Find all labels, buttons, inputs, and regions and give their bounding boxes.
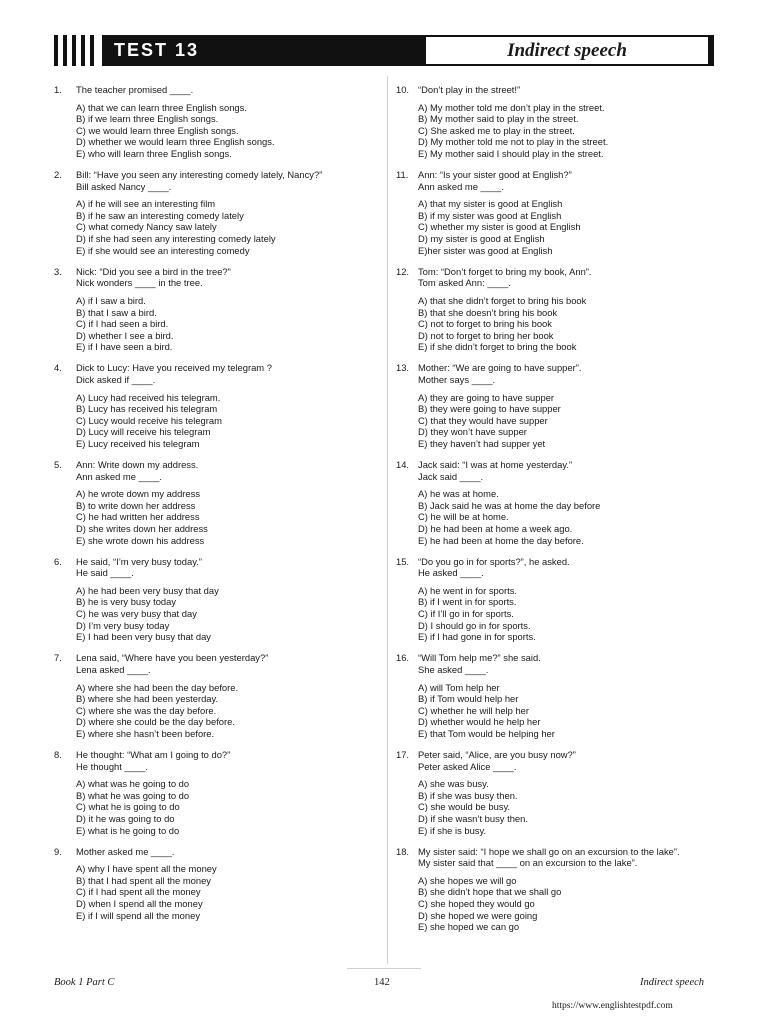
answer-option[interactable]: E) Lucy received his telegram [76, 437, 200, 449]
question-number: 13. [396, 362, 410, 374]
answer-option[interactable]: E) she hoped we can go [418, 921, 520, 933]
answer-option[interactable]: C) he will be at home. [418, 511, 509, 523]
right-question-column [396, 84, 718, 942]
answer-option[interactable]: E) he had been at home the day before. [418, 534, 584, 546]
answer-option[interactable]: C) She asked me to play in the street. [418, 124, 575, 136]
question-body [76, 749, 376, 836]
answer-options [418, 875, 718, 933]
question-number: 3. [54, 265, 62, 277]
answer-option[interactable]: B) where she had been yesterday. [76, 693, 219, 705]
question-item [54, 362, 376, 449]
answer-option[interactable]: B) that I had spent all the money [76, 874, 211, 886]
question-body [76, 362, 376, 449]
question-item [54, 84, 376, 160]
answer-options [76, 295, 376, 353]
answer-option[interactable]: E)her sister was good at English [418, 244, 553, 256]
answer-option[interactable]: D) she writes down her address [76, 523, 208, 534]
question-prompt-line: Peter asked Alice ____. [418, 760, 517, 772]
question-body [418, 749, 718, 836]
answer-option[interactable]: B) if he saw an interesting comedy lately [76, 209, 244, 221]
question-body [76, 556, 376, 643]
footer-book-label: Book 1 Part C [54, 977, 115, 988]
question-number: 15. [396, 555, 410, 567]
answer-option[interactable]: C) where she was the day before. [76, 704, 217, 716]
answer-options [76, 198, 376, 256]
question-body [76, 459, 376, 546]
question-number: 6. [54, 555, 62, 567]
footer-divider [347, 968, 421, 969]
question-prompt-line: Mother: “We are going to have supper”. [418, 362, 582, 374]
page-number: 142 [374, 977, 390, 988]
answer-option[interactable]: B) Jack said he was at home the day before [418, 499, 601, 511]
question-body [76, 652, 376, 739]
answer-option[interactable]: D) whether would he help her [418, 716, 541, 728]
answer-option[interactable]: B) if Tom would help her [418, 693, 519, 705]
answer-option[interactable]: C) what he is going to do [76, 801, 180, 813]
answer-options [418, 778, 718, 836]
answer-option[interactable]: A) he wrote down my address [76, 488, 201, 500]
answer-option[interactable]: A) why I have spent all the money [76, 863, 217, 875]
answer-option[interactable]: B) they were going to have supper [418, 403, 561, 415]
answer-options [418, 682, 718, 740]
answer-option[interactable]: D) if she had seen any interesting comedy lately [76, 233, 276, 245]
answer-option[interactable]: B) what he was going to do [76, 789, 190, 801]
question-item [396, 459, 718, 546]
question-prompt-line: He said ____. [76, 567, 134, 579]
answer-options [418, 585, 718, 643]
answer-option[interactable]: B) if we learn three English songs. [76, 113, 219, 125]
question-prompt-line: Jack said ____. [418, 470, 484, 482]
answer-option[interactable]: E) who will learn three English songs. [76, 147, 232, 159]
question-prompt-line: He asked ____. [418, 567, 484, 579]
answer-option[interactable]: E) if she didn’t forget to bring the book [418, 341, 577, 353]
question-prompt-line: Mother asked me ____. [76, 845, 175, 857]
answer-option[interactable]: B) she didn’t hope that we shall go [418, 886, 562, 898]
answer-option[interactable]: A) he was at home. [418, 488, 499, 500]
question-prompt-line: Bill asked Nancy ____. [76, 180, 172, 192]
question-body [418, 362, 718, 449]
answer-options [418, 198, 718, 256]
question-prompt-line: Dick asked if ____. [76, 373, 156, 385]
answer-options [418, 488, 718, 546]
question-body [418, 846, 718, 933]
subject-title: Indirect speech [426, 35, 714, 66]
footer-topic-label: Indirect speech [640, 977, 705, 988]
question-number: 11. [396, 169, 409, 181]
answer-options [418, 295, 718, 353]
question-number: 4. [54, 362, 62, 374]
question-prompt-line: He thought ____. [76, 760, 148, 772]
answer-option[interactable]: A) they are going to have supper [418, 391, 555, 403]
question-number: 2. [54, 169, 62, 181]
answer-option[interactable]: C) if I had seen a bird. [76, 318, 169, 330]
answer-options [76, 682, 376, 740]
answer-option[interactable]: E) that Tom would be helping her [418, 727, 555, 739]
question-number: 7. [54, 652, 62, 664]
answer-option[interactable]: A) if I saw a bird. [76, 294, 146, 306]
answer-option[interactable]: E) if she would see an interesting comedy [76, 244, 250, 256]
answer-option[interactable]: A) he had been very busy that day [76, 584, 219, 596]
question-number: 1. [54, 84, 62, 95]
question-number: 17. [396, 749, 410, 760]
question-number: 10. [396, 84, 410, 95]
answer-options [76, 778, 376, 836]
answer-option[interactable]: C) if I had spent all the money [76, 886, 201, 898]
answer-option[interactable]: D) if she wasn’t busy then. [418, 812, 528, 824]
question-prompt-line: She asked ____. [418, 663, 489, 675]
answer-option[interactable]: D) she hoped we were going [418, 909, 538, 921]
answer-option[interactable]: D) where she could be the day before. [76, 716, 235, 728]
question-prompt-line: “Do you go in for sports?”, he asked. [418, 555, 570, 567]
question-prompt-line: Ann asked me ____. [76, 470, 162, 482]
column-divider [387, 76, 388, 964]
page-header [54, 35, 714, 66]
question-body [76, 84, 376, 160]
answer-option[interactable]: A) she hopes we will go [418, 874, 517, 886]
question-prompt-line: Tom asked Ann: ____. [418, 277, 511, 289]
question-item [396, 362, 718, 449]
question-body [418, 652, 718, 739]
question-body [418, 556, 718, 643]
question-prompt-line: Lena said, “Where have you been yesterday?” [76, 652, 269, 664]
question-prompt-line: The teacher promised ____. [76, 84, 194, 95]
question-prompt-line: He said, “I’m very busy today.” [76, 555, 202, 567]
question-prompt-line: Tom: “Don’t forget to bring my book, Ann”. [418, 265, 592, 277]
question-body [76, 846, 376, 922]
answer-option[interactable]: B) that she doesn’t bring his book [418, 306, 558, 318]
answer-option[interactable]: D) whether we would learn three English songs. [76, 136, 275, 148]
answer-option[interactable]: B) if she was busy then. [418, 789, 518, 801]
answer-option[interactable]: C) she hoped they would go [418, 898, 535, 910]
question-prompt-line: “Will Tom help me?” she said. [418, 652, 541, 664]
question-item [54, 556, 376, 643]
answer-option[interactable]: A) My mother told me don’t play in the street. [418, 101, 605, 113]
answer-option[interactable]: C) whether my sister is good at English [418, 221, 581, 233]
answer-option[interactable]: E) if I have seen a bird. [76, 341, 173, 353]
answer-option[interactable]: C) that they would have supper [418, 414, 548, 426]
source-url[interactable]: https://www.englishtestpdf.com [552, 1001, 673, 1011]
answer-option[interactable]: C) whether he will help her [418, 704, 529, 716]
answer-option[interactable]: D) when I spend all the money [76, 898, 203, 910]
question-prompt-line: Ann asked me ____. [418, 180, 504, 192]
question-number: 5. [54, 459, 62, 471]
question-body [76, 169, 376, 256]
question-number: 12. [396, 265, 410, 277]
question-prompt-line: Nick wonders ____ in the tree. [76, 277, 203, 289]
question-prompt-line: Peter said, “Alice, are you busy now?” [418, 749, 576, 760]
question-item [396, 169, 718, 256]
answer-option[interactable]: B) if I went in for sports. [418, 596, 517, 608]
question-number: 18. [396, 845, 410, 857]
answer-option[interactable]: C) Lucy would receive his telegram [76, 414, 222, 426]
answer-option[interactable]: A) will Tom help her [418, 681, 500, 693]
answer-option[interactable]: C) not to forget to bring his book [418, 318, 552, 330]
answer-option[interactable]: B) Lucy has received his telegram [76, 403, 218, 415]
question-prompt-line: “Don’t play in the street!” [418, 84, 521, 95]
question-prompt-line: Mother says ____. [418, 373, 496, 385]
answer-option[interactable]: E) if I will spend all the money [76, 909, 201, 921]
question-item [396, 846, 718, 933]
answer-option[interactable]: D) I should go in for sports. [418, 619, 531, 631]
answer-option[interactable]: D) whether I see a bird. [76, 329, 174, 341]
answer-option[interactable]: A) he went in for sports. [418, 584, 518, 596]
answer-option[interactable]: B) he is very busy today [76, 596, 177, 608]
question-prompt-line: Jack said: “I was at home yesterday.” [418, 459, 573, 471]
answer-option[interactable]: D) Lucy will receive his telegram [76, 426, 211, 438]
test-title: TEST 13 [102, 35, 426, 66]
answer-option[interactable]: D) my sister is good at English [418, 233, 545, 245]
answer-option[interactable]: E) if she is busy. [418, 824, 487, 836]
answer-option[interactable]: E) I had been very busy that day [76, 631, 211, 643]
answer-option[interactable]: A) that she didn’t forget to bring his book [418, 294, 587, 306]
answer-option[interactable]: B) My mother said to play in the street. [418, 113, 579, 125]
answer-option[interactable]: C) he had written her address [76, 511, 200, 523]
answer-option[interactable]: C) he was very busy that day [76, 608, 197, 620]
question-prompt-line: Lena asked ____. [76, 663, 151, 675]
question-item [396, 266, 718, 353]
answer-option[interactable]: E) she wrote down his address [76, 534, 205, 546]
question-item [396, 84, 718, 160]
answer-options [76, 863, 376, 921]
question-item [54, 652, 376, 739]
answer-option[interactable]: A) Lucy had received his telegram. [76, 391, 221, 403]
question-number: 16. [396, 652, 410, 664]
answer-option[interactable]: A) where she had been the day before. [76, 681, 239, 693]
answer-option[interactable]: D) not to forget to bring her book [418, 329, 554, 341]
question-item [396, 556, 718, 643]
question-item [396, 749, 718, 836]
question-prompt-line: My sister said that ____ on an excursion to the lake”. [418, 857, 638, 869]
left-question-column [54, 84, 376, 931]
question-prompt-line: He thought: “What am I going to do?” [76, 749, 231, 760]
answer-option[interactable]: D) I’m very busy today [76, 619, 170, 631]
question-number: 9. [54, 845, 62, 857]
question-prompt-line: Bill: “Have you seen any interesting comedy lately, Nancy?” [76, 169, 323, 181]
answer-option[interactable]: B) to write down her address [76, 499, 196, 511]
answer-option[interactable]: E) where she hasn’t been before. [76, 727, 215, 739]
answer-option[interactable]: E) My mother said I should play in the street. [418, 147, 604, 159]
question-prompt-line: Nick: “Did you see a bird in the tree?” [76, 265, 231, 277]
question-item [396, 652, 718, 739]
answer-option[interactable]: D) they won’t have supper [418, 426, 527, 438]
answer-options [418, 392, 718, 450]
answer-option[interactable]: A) that my sister is good at English [418, 198, 563, 210]
answer-option[interactable]: D) it he was going to do [76, 812, 175, 824]
question-body [418, 459, 718, 546]
answer-options [76, 585, 376, 643]
question-item [54, 749, 376, 836]
answer-option[interactable]: A) if he will see an interesting film [76, 198, 216, 210]
question-prompt-line: Ann: Write down my address. [76, 459, 199, 471]
question-prompt-line: Dick to Lucy: Have you received my telegram ? [76, 362, 272, 374]
answer-option[interactable]: E) what is he going to do [76, 824, 180, 836]
answer-option[interactable]: E) they haven’t had supper yet [418, 437, 546, 449]
question-body [76, 266, 376, 353]
question-number: 14. [396, 459, 410, 471]
answer-option[interactable]: D) My mother told me not to play in the street. [418, 136, 609, 148]
answer-option[interactable]: B) if my sister was good at English [418, 209, 562, 221]
answer-option[interactable]: C) she would be busy. [418, 801, 511, 813]
question-body [418, 169, 718, 256]
question-number: 8. [54, 749, 62, 760]
answer-option[interactable]: A) that we can learn three English songs. [76, 101, 247, 113]
header-stripes-decoration [54, 35, 100, 66]
question-item [54, 169, 376, 256]
question-body [418, 266, 718, 353]
question-item [54, 459, 376, 546]
answer-option[interactable]: B) that I saw a bird. [76, 306, 157, 318]
answer-option[interactable]: A) she was busy. [418, 778, 489, 790]
answer-option[interactable]: C) what comedy Nancy saw lately [76, 221, 217, 233]
question-item [54, 846, 376, 922]
answer-option[interactable]: C) if I’ll go in for sports. [418, 608, 514, 620]
answer-options [76, 392, 376, 450]
answer-option[interactable]: D) he had been at home a week ago. [418, 523, 573, 534]
answer-option[interactable]: C) we would learn three English songs. [76, 124, 239, 136]
question-prompt-line: My sister said: “I hope we shall go on an excursion to the lake”. [418, 845, 680, 857]
answer-options [76, 488, 376, 546]
answer-options [76, 102, 376, 160]
question-prompt-line: Ann: “Is your sister good at English?” [418, 169, 572, 181]
question-item [54, 266, 376, 353]
answer-option[interactable]: A) what was he going to do [76, 778, 190, 790]
answer-options [418, 102, 718, 160]
question-body [418, 84, 718, 160]
answer-option[interactable]: E) if I had gone in for sports. [418, 631, 536, 643]
